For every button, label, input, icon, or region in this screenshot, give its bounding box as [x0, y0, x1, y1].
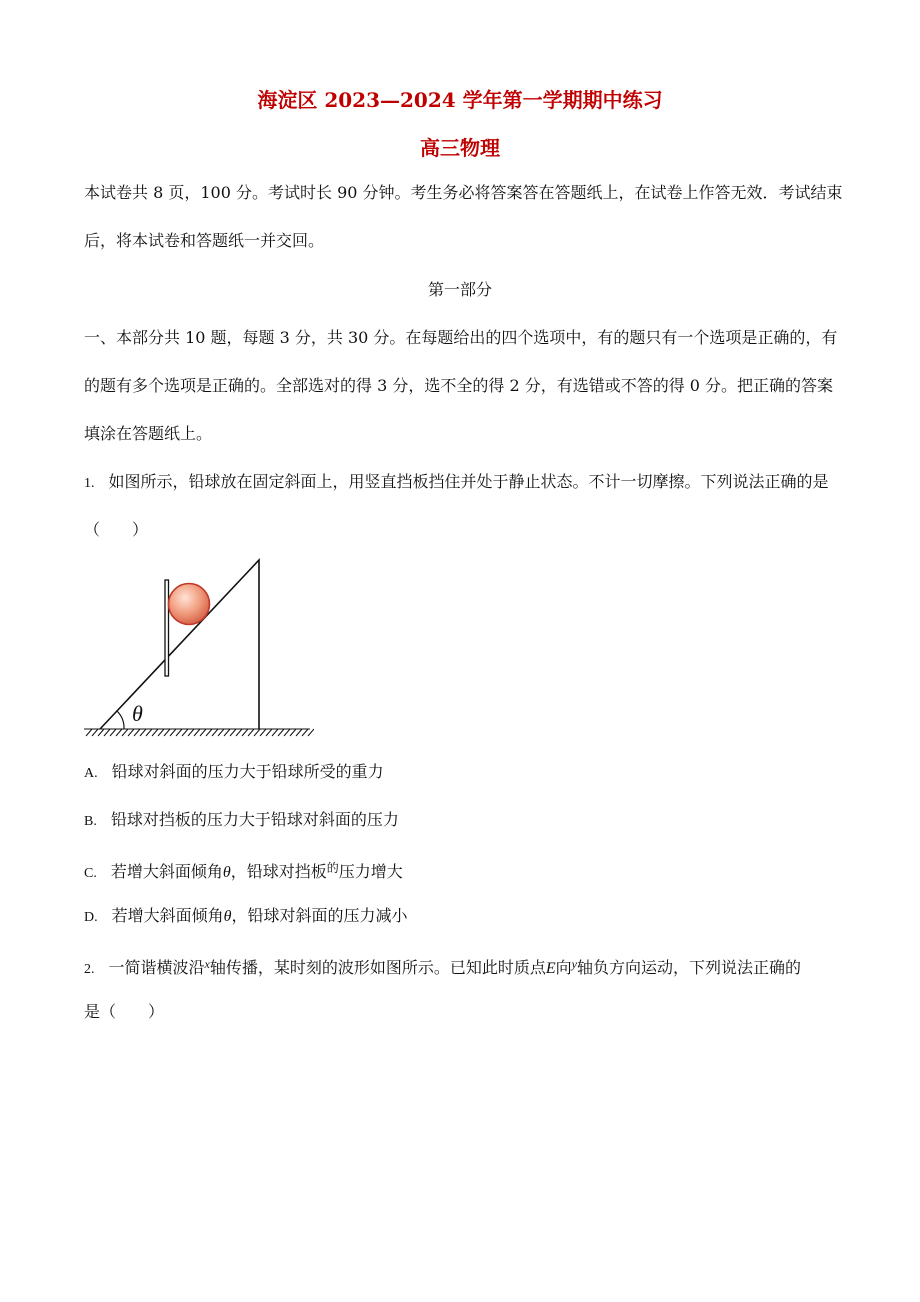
option-c-letter: C.	[84, 866, 97, 881]
section1-line-1: 一、本部分共 10 题，每题 3 分，共 30 分。在每题给出的四个选项中，有的题只有一个选项是正确的，有	[84, 328, 838, 347]
hatch-mark	[284, 729, 290, 736]
hatch-mark	[254, 729, 260, 736]
subject-title: 高三物理	[420, 136, 500, 160]
option-c	[84, 856, 836, 886]
hatch-mark	[308, 729, 314, 736]
question2-part1: 一简谐横波沿	[108, 958, 205, 977]
option-b-letter: B.	[84, 814, 97, 829]
option-d-letter: D.	[84, 910, 98, 925]
option-c-post2: 压力增大	[338, 862, 403, 881]
angle-arc	[117, 711, 124, 729]
hatch-mark	[128, 729, 134, 736]
option-b-text: 铅球对挡板的压力大于铅球对斜面的压力	[110, 810, 399, 829]
hatch-mark	[302, 729, 308, 736]
question1-number: 1.	[84, 476, 95, 491]
section1-line-2: 的题有多个选项是正确的。全部选对的得 3 分，选不全的得 2 分，有选错或不答的得 0 分。把正确的答案	[84, 376, 834, 395]
hatch-mark	[218, 729, 224, 736]
question2-part2: 轴传播，某时刻的波形如图所示。已知此时质点	[209, 958, 546, 977]
exam-title: 海淀区 2023—2024 学年第一学期期中练习	[257, 88, 663, 112]
question2-var-x: x	[204, 957, 210, 971]
option-a-letter: A.	[84, 766, 98, 781]
hatch-mark	[260, 729, 266, 736]
hatch-mark	[200, 729, 206, 736]
option-d-theta: θ	[223, 908, 232, 925]
hatch-mark	[224, 729, 230, 736]
hatch-mark	[230, 729, 236, 736]
question2-var-e: E	[545, 960, 556, 977]
hatch-mark	[248, 729, 254, 736]
option-d	[84, 904, 836, 930]
option-d-post: ，铅球对斜面的压力减小	[231, 906, 408, 925]
hatch-mark	[266, 729, 272, 736]
part-title: 第一部分	[427, 280, 492, 299]
hatch-mark	[152, 729, 158, 736]
hatch-mark	[242, 729, 248, 736]
hatch-mark	[272, 729, 278, 736]
hatch-mark	[158, 729, 164, 736]
hatch-mark	[188, 729, 194, 736]
hatch-mark	[146, 729, 152, 736]
hatch-mark	[92, 729, 98, 736]
question2-answer-blank: 是（ ）	[84, 1002, 165, 1021]
hatch-mark	[182, 729, 188, 736]
hatch-mark	[176, 729, 182, 736]
option-c-theta: θ	[222, 864, 231, 881]
ground-hatching	[84, 729, 314, 736]
hatch-mark	[296, 729, 302, 736]
section1-line-3: 填涂在答题纸上。	[84, 424, 213, 443]
question1-stem-text: 如图所示，铅球放在固定斜面上，用竖直挡板挡住并处于静止状态。不计一切摩擦。下列说法正确的是	[108, 472, 829, 491]
hatch-mark	[134, 729, 140, 736]
hatch-mark	[104, 729, 110, 736]
hatch-mark	[98, 729, 104, 736]
option-a	[84, 760, 836, 786]
question2-stem	[84, 952, 836, 982]
option-b	[84, 808, 836, 834]
hatch-mark	[278, 729, 284, 736]
hatch-mark	[164, 729, 170, 736]
incline-figure	[84, 552, 314, 744]
hatch-mark	[140, 729, 146, 736]
lead-ball	[169, 584, 210, 625]
hatch-mark	[170, 729, 176, 736]
question2-var-y: y	[571, 957, 577, 971]
question2-part4: 轴负方向运动，下列说法正确的	[576, 958, 801, 977]
hatch-mark	[110, 729, 116, 736]
hatch-mark	[122, 729, 128, 736]
option-a-text: 铅球对斜面的压力大于铅球所受的重力	[111, 762, 384, 781]
hatch-mark	[212, 729, 218, 736]
hatch-mark	[194, 729, 200, 736]
option-c-pre: 若增大斜面倾角	[110, 862, 223, 881]
question1-answer-blank: （ ）	[84, 520, 149, 539]
question2-number: 2.	[84, 962, 95, 977]
question2-part3: 向	[555, 958, 572, 977]
angle-label: θ	[132, 701, 143, 726]
hatch-mark	[290, 729, 296, 736]
hatch-mark	[86, 729, 92, 736]
option-c-post1: ，铅球对挡板	[230, 862, 327, 881]
hatch-mark	[206, 729, 212, 736]
question1-stem	[84, 470, 836, 496]
option-c-small: 的	[326, 861, 339, 875]
vertical-baffle	[165, 580, 169, 676]
instructions-line-1: 本试卷共 8 页，100 分。考试时长 90 分钟。考生务必将答案答在答题纸上，在试卷上作答无效．考试结束	[84, 183, 843, 202]
hatch-mark	[116, 729, 122, 736]
option-d-pre: 若增大斜面倾角	[111, 906, 224, 925]
instructions-line-2: 后，将本试卷和答题纸一并交回。	[84, 231, 325, 250]
hatch-mark	[236, 729, 242, 736]
